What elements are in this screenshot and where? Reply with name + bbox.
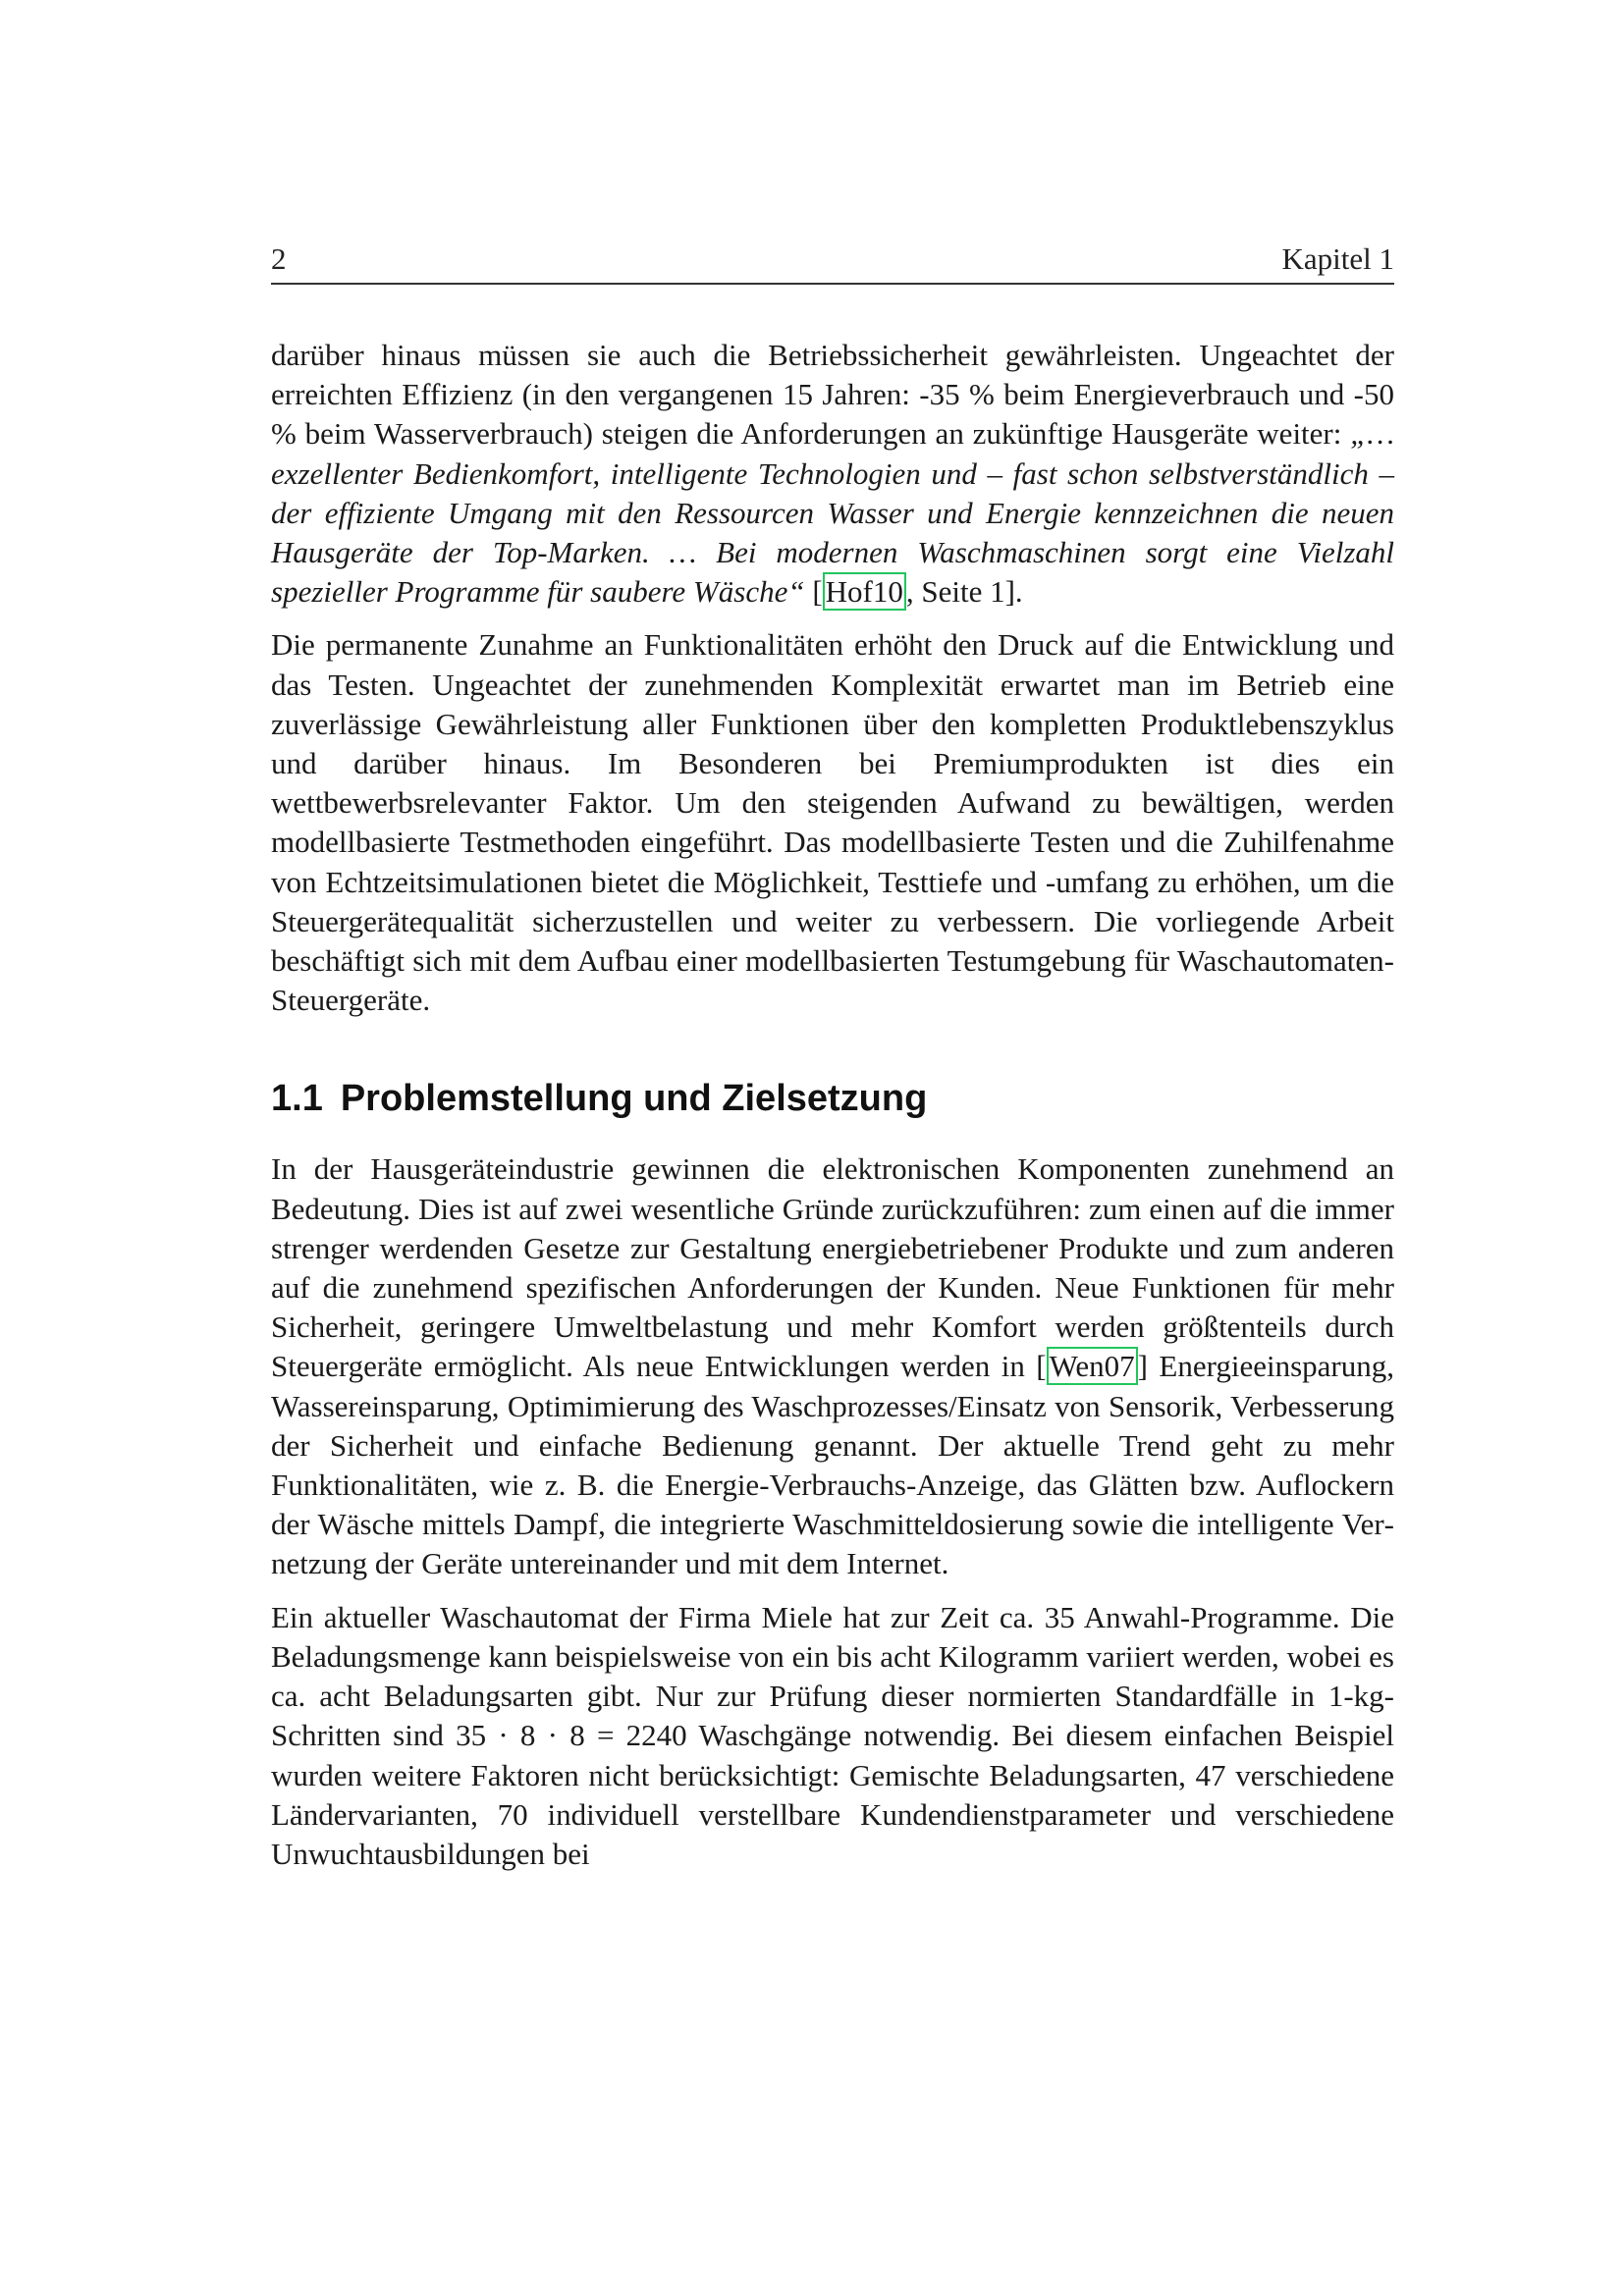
bracket-open: [ (812, 574, 823, 610)
body-text (271, 336, 1394, 1888)
section-title: Problemstellung und Zielsetzung (340, 1078, 928, 1120)
paragraph-section-1 (271, 1149, 1394, 1583)
bracket-open: [ (1036, 1349, 1047, 1384)
paragraph-intro-2: Die permanente Zunahme an Funktionalitäten erhöht den Druck auf die Entwicklung und das Testen. Ungeachtet der zunehmenden Komplexität erwartet man im Betrieb eine zuverlässige Gewährleistung aller Funktionen über den kompletten Produktlebenszyklus und darüber hinaus. Im Besonderen bei Premiumprodukten ist dies ein wettbewerbsrelevanter Faktor. Um den steigenden Aufwand zu bewältigen, werden modellbasierte Testmethoden eingeführt. Das modellbasierte Testen und die Zuhilfenahme von Echtzeitsimulationen bietet die Möglichkeit, Testtiefe und -umfang zu erhöhen, um die Steuergerätequalität sicherzustellen und weiter zu verbessern. Die vorliegende Arbeit beschäftigt sich mit dem Aufbau einer modellbasierten Testumgebung für Waschautomaten-Steuergeräte. (271, 627, 1394, 1018)
citation-link-wen07[interactable]: Wen07 (1047, 1347, 1138, 1385)
section-heading (271, 1075, 1394, 1122)
citation-link-hof10[interactable]: Hof10 (823, 572, 906, 611)
running-header (271, 243, 1394, 285)
page-number: 2 (271, 241, 287, 276)
chapter-label: Kapitel 1 (1281, 241, 1394, 276)
bracket-close: ] (1137, 1349, 1148, 1384)
paragraph-section-2: Ein aktueller Waschautomat der Firma Miele hat zur Zeit ca. 35 Anwahl-Programme. Die Beladungsmenge kann beispielsweise von ein bis acht Kilogramm variiert werden, wobei es ca. acht Beladungsarten gibt. Nur zur Prüfung dieser normierten Standardfälle in 1-kg-Schritten sind 35 · 8 · 8 = 2240 Waschgänge notwendig. Bei diesem einfachen Beispiel wurden weitere Faktoren nicht berücksichtigt: Gemischte Beladungsarten, 47 verschiedene Ländervarianten, 70 individuell verstellbare Kundendienstparameter und verschiedene Unwuchtausbildungen bei (271, 1599, 1394, 1871)
citation-suffix: , Seite 1]. (905, 574, 1023, 610)
paragraph-text: In der Hausgeräteindustrie gewinnen die elektronischen Komponenten zunehmend an Bedeutung. Dies ist auf zwei wesentliche Gründe zurückzuführen: zum einen auf die immer strenger werdenden Gesetze zur Gestaltung energiebetriebener Produkte und zum anderen auf die zunehmend spezifischen Anforderungen der Kunden. Neue Funktionen für mehr Sicherheit, geringere Umweltbelastung und mehr Komfort werden größtenteils durch Steuergeräte ermöglicht. Als neue Entwicklungen werden in (271, 1151, 1394, 1384)
quote-text: „… exzellenter Bedienkomfort, intelligente Technologien und – fast schon selbstverständlich – der effiziente Umgang mit den Ressourcen Wasser und Energie kennzeichnen die neuen Hausgeräte der Top-Marken. … Bei modernen Waschmaschinen sorgt eine Vielzahl spezieller Programme für saubere Wäsche“ (271, 416, 1394, 610)
paragraph-intro-1 (271, 336, 1394, 612)
paragraph-text: Energieeinsparung, Wassereinsparung, Optimimierung des Waschprozesses/Einsatz von Sensorik, Verbesserung der Sicherheit und einfache Bedienung genannt. Der aktuelle Trend geht zu mehr Funktionalitäten, wie z. B. die Energie-Verbrauchs-Anzeige, das Glätten bzw. Auflockern der Wäsche mittels Dampf, die integrierte Waschmitteldosierung sowie die intelligente Vernetzung der Geräte untereinander und mit dem Internet. (271, 1349, 1394, 1581)
paragraph-text: darüber hinaus müssen sie auch die Betriebssicherheit gewährleisten. Ungeachtet der erreichten Effizienz (in den vergangenen 15 Jahren: -35 % beim Energieverbrauch und -50 % beim Wasserverbrauch) steigen die Anforderungen an zukünftige Hausgeräte weiter: (271, 338, 1394, 452)
section-number: 1.1 (271, 1078, 323, 1120)
